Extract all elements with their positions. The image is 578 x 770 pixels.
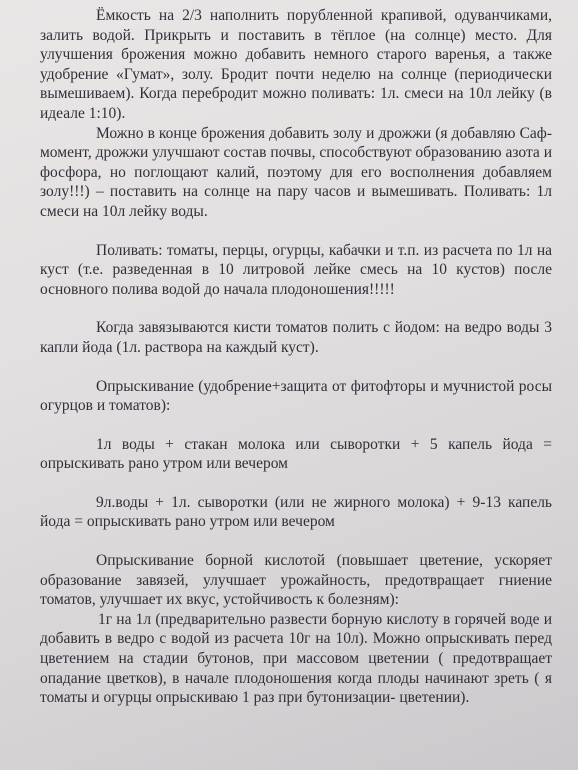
paragraph-boric-heading: Опрыскивание борной кислотой (повышает цветение, ускоряет образование завязей, улучшает урожайность, предотвращает гниение томатов, улучшает их вкус, устойчивость к болезням): (40, 552, 552, 609)
paragraph-spraying-heading: Опрыскивание (удобрение+защита от фитофторы и мучнистой росы огурцов и томатов): (40, 377, 552, 415)
paragraph-milk-recipe: 1л воды + стакан молока или сыворотки + 5 капель йода = опрыскивать рано утром или вечером (40, 435, 552, 473)
paragraph-fermentation: Ёмкость на 2/3 наполнить порубленной крапивой, одуванчиками, залить водой. Прикрыть и поставить в тёплое (на солнце) место. Для улучшения брожения можно добавить немного старого варенья, а также удобрение «Гумат», золу. Бродит почти неделю на солнце (периодически вымешиваем). Когда перебродит можно поливать: 1л. смеси на 10л лейку (в идеале 1:10). (40, 7, 552, 122)
paragraph-yeast-ash: Можно в конце брожения добавить золу и дрожжи (я добавляю Саф-момент, дрожжи улучшают состав почвы, способствуют образованию азота и фосфора, но поглощают калий, поэтому для его восполнения добавляем золу!!!) – поставить на солнце на пару часов и вымешивать. Поливать: 1л смеси на 10л лейку воды. (40, 124, 552, 220)
paragraph-boric-recipe: 1г на 1л (предварительно развести борную кислоту в горячей воде и добавить в ведро с водой из расчета 10г на 10л). Можно опрыскивать перед цветением на стадии бутонов, при массовом цветении ( предотвращает опадание цветков), в начале плодоношения когда плоды начинают зреть ( я томаты и огурцы опрыскиваю 1 раз при бутонизации- цветении). (40, 610, 552, 707)
paragraph-watering: Поливать: томаты, перцы, огурцы, кабачки и т.п. из расчета по 1л на куст (т.е. разведенная в 10 литровой лейке смесь на 10 кустов) после основного полива водой до начала плодоношения!!!!! (40, 241, 552, 298)
paragraph-iodine-watering: Когда завязываются кисти томатов полить с йодом: на ведро воды 3 капли йода (1л. раствора на каждый куст). (40, 319, 552, 356)
paragraph-whey-recipe: 9л.воды + 1л. сыворотки (или не жирного молока) + 9-13 капель йода = опрыскивать рано утром или вечером (40, 493, 552, 531)
